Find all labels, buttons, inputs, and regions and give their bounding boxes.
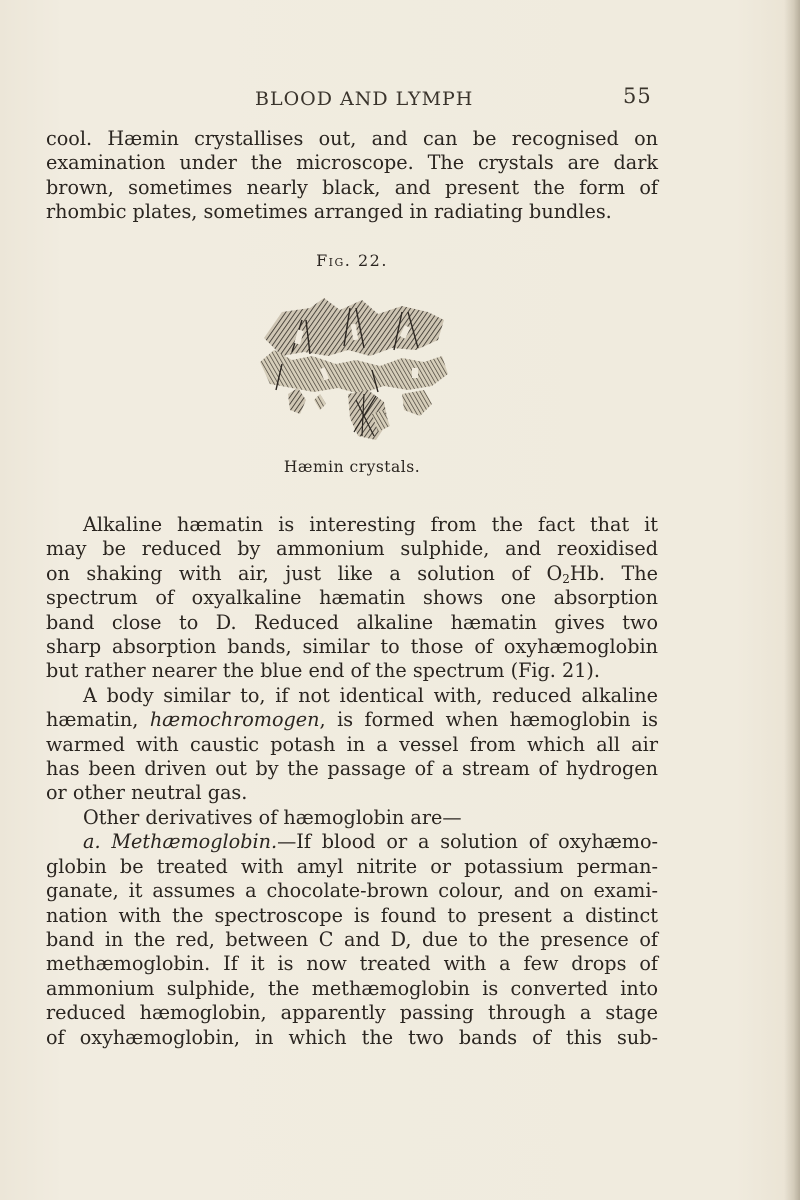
- text-line: sharp absorption bands, similar to those of oxyhæmoglobin: [46, 635, 658, 659]
- subscript-two: 2: [562, 571, 570, 586]
- page-edge-shadow: [784, 0, 800, 1200]
- text-line: [46, 562, 658, 586]
- text-line: rhombic plates, sometimes arranged in radiating bundles.: [46, 200, 612, 224]
- list-marker: a.: [83, 830, 112, 854]
- text-segment: —If blood or a solution of oxyhæmo-: [277, 830, 659, 854]
- text-line: band close to D. Reduced alkaline hæmatin gives two: [46, 610, 658, 634]
- body-text: [46, 513, 658, 1050]
- text-line: of oxyhæmoglobin, in which the two bands of this sub-: [46, 1025, 658, 1049]
- text-line: warmed with caustic potash in a vessel from which all air: [46, 732, 658, 756]
- text-line: examination under the microscope. The crystals are dark: [46, 151, 658, 175]
- text-line: ammonium sulphide, the methæmoglobin is converted into: [46, 976, 658, 1000]
- text-segment: , is formed when hæmoglobin is: [319, 708, 658, 732]
- text-line: reduced hæmoglobin, apparently passing through a stage: [46, 1001, 658, 1025]
- text-line: has been driven out by the passage of a stream of hydrogen: [46, 757, 658, 781]
- text-line: [46, 708, 658, 732]
- figure-caption: Hæmin crystals.: [283, 458, 421, 476]
- text-line: globin be treated with amyl nitrite or potassium perman-: [46, 854, 658, 878]
- haemin-crystals-illustration: [252, 290, 452, 450]
- text-line: but rather nearer the blue end of the spectrum (Fig. 21).: [46, 659, 601, 683]
- text-line: may be reduced by ammonium sulphide, and reoxidised: [46, 537, 658, 561]
- italic-term: Methæmoglobin.: [111, 830, 278, 854]
- paragraph-haemin-cooling: [46, 127, 658, 225]
- text-line: A body similar to, if not identical with, reduced alkaline: [83, 683, 658, 707]
- text-segment: on shaking with air, just like a solution of O: [46, 561, 563, 585]
- text-line: Alkaline hæmatin is interesting from the fact that it: [83, 513, 658, 536]
- running-title: BLOOD AND LYMPH: [255, 88, 474, 110]
- text-line: Other derivatives of hæmoglobin are—: [83, 805, 462, 829]
- text-line: [46, 830, 658, 854]
- text-line: spectrum of oxyalkaline hæmatin shows one absorption: [46, 586, 658, 610]
- italic-term: hæmochromogen: [149, 708, 320, 732]
- text-line: ganate, it assumes a chocolate-brown colour, and on exami-: [46, 879, 658, 903]
- text-line: cool. Hæmin crystallises out, and can be recognised on: [46, 127, 658, 150]
- figure-label: Fig. 22.: [316, 251, 388, 270]
- text-segment: hæmatin,: [46, 708, 150, 732]
- text-line: nation with the spectroscope is found to present a distinct: [46, 903, 658, 927]
- page-number: 55: [623, 84, 652, 108]
- text-line: or other neutral gas.: [46, 781, 248, 805]
- crystals-drawing: [252, 290, 452, 450]
- text-segment: Hb. The: [569, 561, 658, 585]
- text-line: methæmoglobin. If it is now treated with a few drops of: [46, 952, 658, 976]
- text-line: brown, sometimes nearly black, and present the form of: [46, 175, 658, 199]
- text-line: band in the red, between C and D, due to the presence of: [46, 927, 658, 951]
